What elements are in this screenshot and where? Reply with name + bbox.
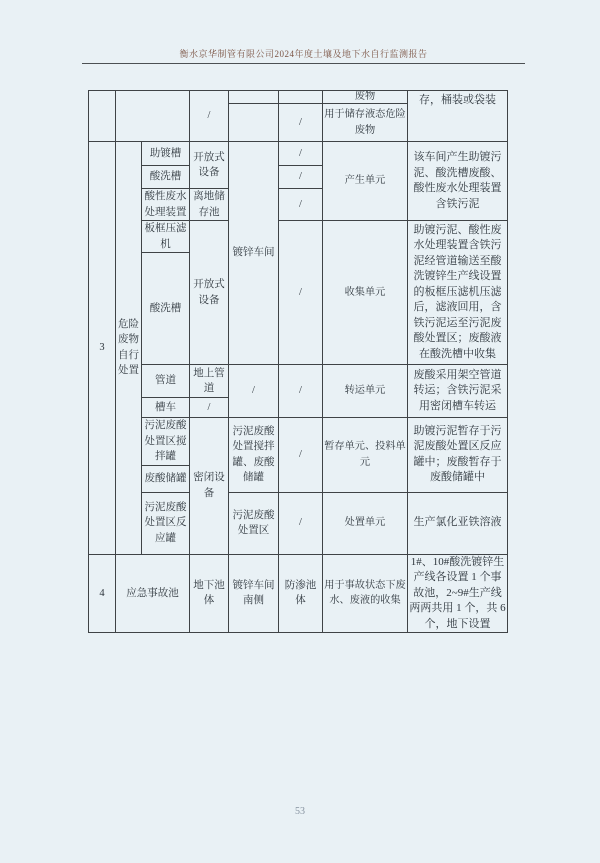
structure-cell: 密闭设备 — [190, 418, 229, 555]
table-row — [89, 554, 508, 633]
table-row — [89, 142, 508, 166]
cont-seep-cell: / — [279, 104, 323, 142]
function-cell: 用于事故状态下废水、废液的收集 — [323, 554, 408, 633]
function-cell: 暂存单元、投料单元 — [323, 418, 408, 493]
table-row — [89, 91, 508, 104]
function-cell: 转运单元 — [323, 365, 408, 418]
facility-name-cell: 管道 — [142, 365, 190, 398]
facility-name-cell: 污泥废酸处置区反应罐 — [142, 492, 190, 554]
cont-location-cell-top — [229, 91, 279, 104]
seepage-cell: / — [279, 142, 323, 166]
table-row — [89, 365, 508, 398]
facility-name-cell: 板框压滤机 — [142, 221, 190, 253]
cont-index-cell — [89, 91, 116, 142]
cont-seep-cell-top — [279, 91, 323, 104]
cont-function-tail-cell: 废物 — [323, 91, 408, 104]
remark-cell: 助镀污泥暂存于污泥废酸处置区反应罐中；废酸暂存于废酸储罐中 — [408, 418, 508, 493]
location-cell: 镀锌车间南侧 — [229, 554, 279, 633]
location-cell: 污泥废酸处置搅拌罐、废酸储罐 — [229, 418, 279, 493]
cont-location-cell — [229, 104, 279, 142]
facility-name-cell: 助镀槽 — [142, 142, 190, 166]
function-cell: 处置单元 — [323, 492, 408, 554]
remark-cell: 1#、10#酸洗镀锌生产线各设置 1 个事故池，2~9#生产线两两共用 1 个，共 6 个，地下设置 — [408, 554, 508, 633]
seepage-cell: / — [279, 492, 323, 554]
seepage-cell: 防渗池体 — [279, 554, 323, 633]
facility-name-cell: 酸性废水处理装置 — [142, 189, 190, 221]
cont-name-cell — [116, 91, 190, 142]
structure-cell: / — [190, 398, 229, 418]
seepage-cell: / — [279, 365, 323, 418]
report-header — [82, 47, 525, 60]
seepage-cell: / — [279, 166, 323, 189]
section4-index-cell: 4 — [89, 554, 116, 633]
function-cell: 产生单元 — [323, 142, 408, 221]
facility-name-cell: 废酸储罐 — [142, 465, 190, 492]
facility-name-cell: 污泥废酸处置区搅拌罐 — [142, 418, 190, 466]
facility-name-cell: 酸洗槽 — [142, 166, 190, 189]
location-cell: / — [229, 365, 279, 418]
seepage-cell: / — [279, 418, 323, 493]
cont-function-cell: 用于储存液态危险废物 — [323, 104, 408, 142]
cont-structure-cell: / — [190, 91, 229, 142]
header-divider — [82, 63, 525, 64]
structure-cell: 地上管道 — [190, 365, 229, 398]
seepage-cell: / — [279, 221, 323, 365]
cont-remark-cell: 存，桶装或袋装 — [408, 91, 508, 142]
function-cell: 收集单元 — [323, 221, 408, 365]
table-row — [89, 418, 508, 466]
section3-index-cell: 3 — [89, 142, 116, 555]
table-row — [89, 221, 508, 253]
facility-name-cell: 槽车 — [142, 398, 190, 418]
facility-table — [88, 90, 508, 633]
structure-cell: 地下池体 — [190, 554, 229, 633]
report-title: 衡水京华制管有限公司2024年度土壤及地下水自行监测报告 — [179, 49, 428, 59]
structure-cell: 开放式设备 — [190, 142, 229, 189]
remark-cell: 助镀污泥、酸性废水处理装置含铁污泥经管道输送至酸洗镀锌生产线设置的板框压滤机压滤后，滤液回用，含铁污泥运至污泥废酸处置区；废酸液在酸洗槽中收集 — [408, 221, 508, 365]
facility-name-cell: 酸洗槽 — [142, 253, 190, 365]
table-row — [89, 492, 508, 554]
section3-category-cell: 危险废物自行处置 — [116, 142, 142, 555]
location-cell: 污泥废酸处置区 — [229, 492, 279, 554]
facility-name-cell: 应急事故池 — [116, 554, 190, 633]
location-cell: 镀锌车间 — [229, 142, 279, 365]
remark-cell: 该车间产生助镀污泥、酸洗槽废酸、酸性废水处理装置含铁污泥 — [408, 142, 508, 221]
remark-cell: 废酸采用架空管道转运；含铁污泥采用密闭槽车转运 — [408, 365, 508, 418]
page-number: 53 — [295, 806, 305, 817]
structure-cell: 开放式设备 — [190, 221, 229, 365]
remark-cell: 生产氯化亚铁溶液 — [408, 492, 508, 554]
seepage-cell: / — [279, 189, 323, 221]
structure-cell: 离地储存池 — [190, 189, 229, 221]
